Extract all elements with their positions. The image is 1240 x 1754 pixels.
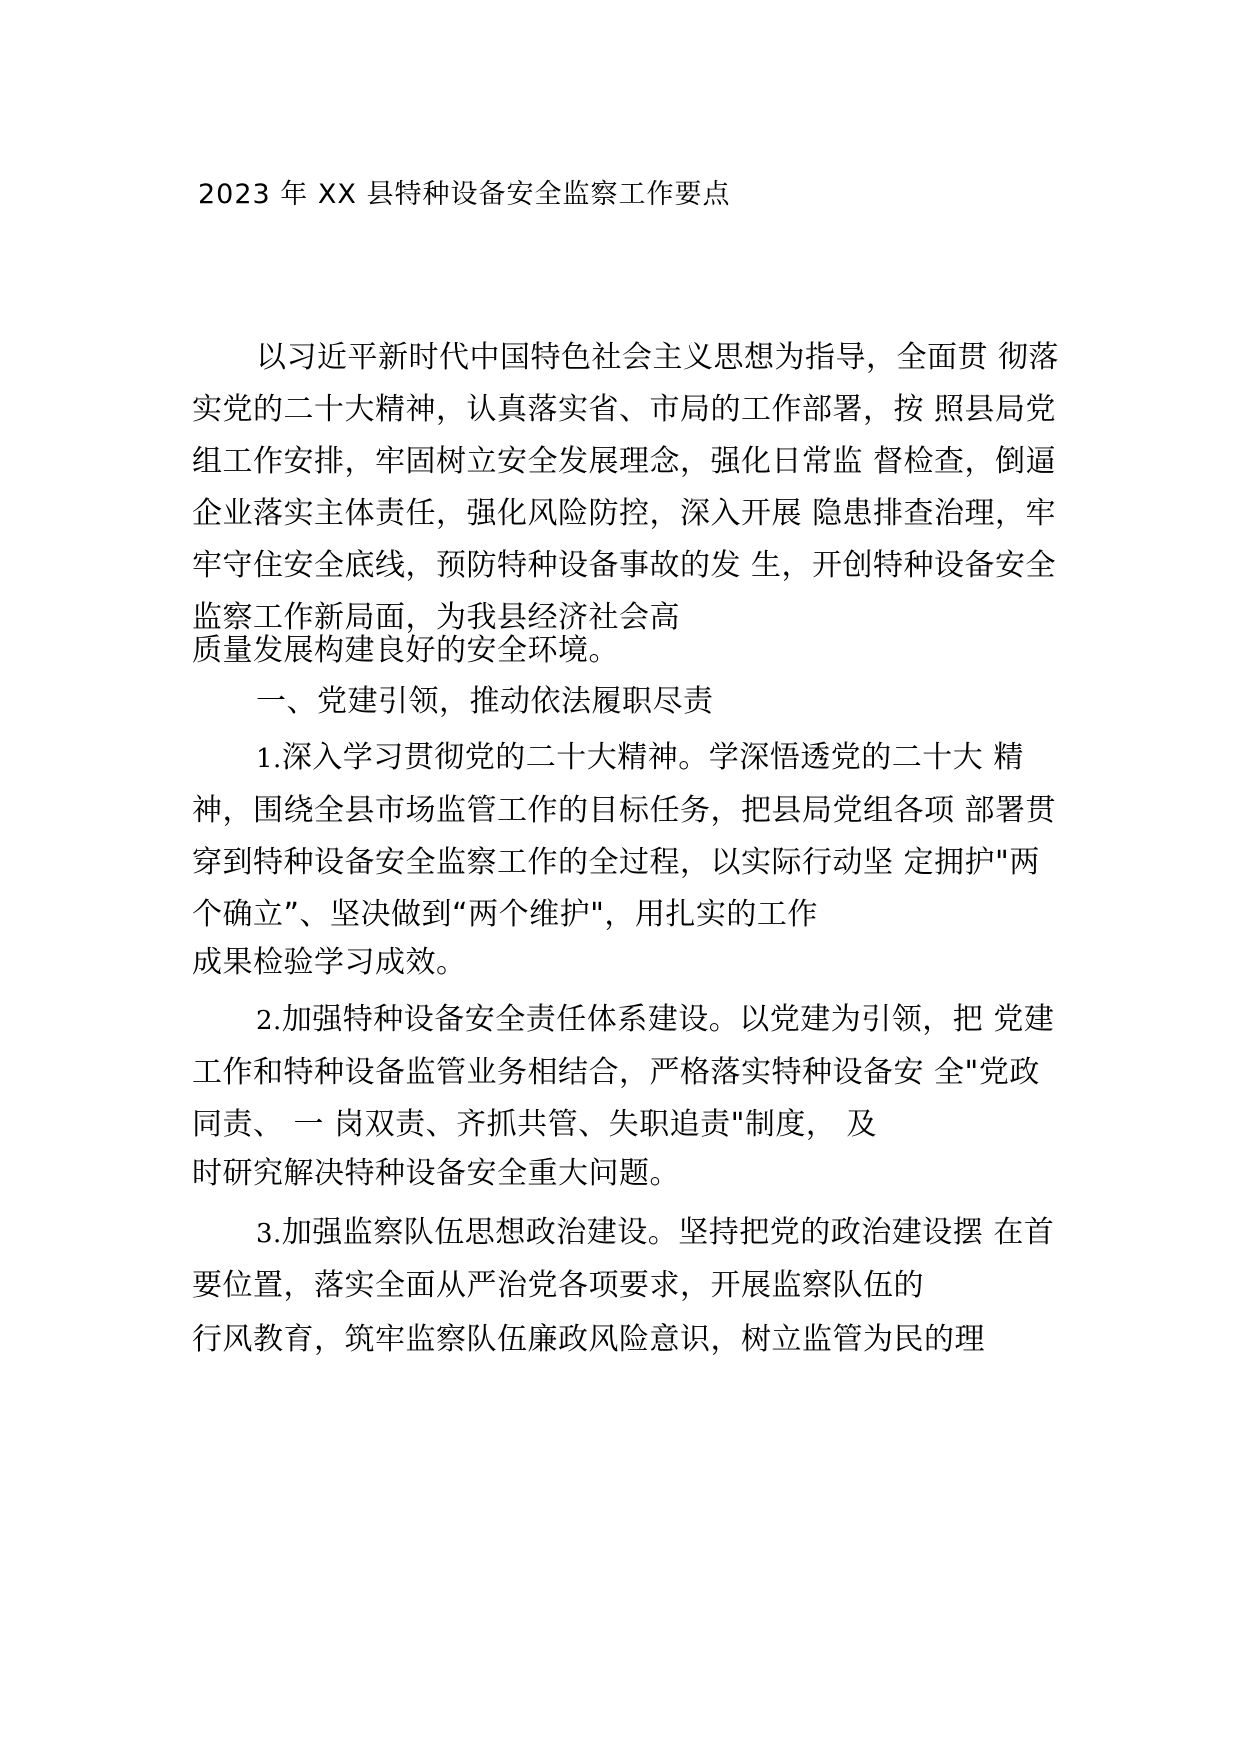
intro-line: 以习近平新时代中国特色社会主义思想为指导，全面贯 彻落	[256, 340, 1060, 375]
item-1-first-line	[192, 732, 1072, 785]
item-1-line: 神，围绕全县市场监管工作的目标任务，把县局党组各项 部署贯	[192, 793, 1057, 828]
item-1-line: 穿到特种设备安全监察工作的全过程，以实际行动坚 定拥护"两	[192, 845, 1040, 880]
item-2-line: 同责、 一 岗双责、齐抓共管、失职追责"制度， 及	[192, 1107, 877, 1142]
item-1-line: 个确立”、坚决做到“两个维护"，用扎实的工作	[192, 897, 818, 932]
intro-line: 实党的二十大精神，认真落实省、市局的工作部署，按 照县局党	[192, 392, 1057, 427]
intro-line: 监察工作新局面，为我县经济社会高	[192, 600, 680, 635]
intro-tail	[192, 625, 1072, 677]
item-2-first-line	[192, 994, 1072, 1047]
intro-line: 牢守住安全底线，预防特种设备事故的发 生，开创特种设备安全	[192, 548, 1057, 583]
item-2-text: 加强特种设备安全责任体系建设。以党建为引领，把 党建	[281, 1002, 1055, 1037]
item-1-tail-line: 成果检验学习成效。	[192, 945, 467, 980]
item-2-tail-line: 时研究解决特种设备安全重大问题。	[192, 1156, 680, 1191]
item-3-line: 要位置，落实全面从严治党各项要求，开展监察队伍的	[192, 1268, 924, 1303]
item-2	[192, 994, 1072, 1151]
item-2-number: 2.	[256, 1006, 282, 1036]
item-1	[192, 732, 1072, 941]
item-2-tail	[192, 1148, 1072, 1200]
intro-tail-line: 质量发展构建良好的安全环境。	[192, 633, 619, 668]
section-heading	[192, 676, 1072, 728]
section-1-heading: 一、党建引领，推动依法履职尽责	[256, 684, 714, 719]
intro-line: 组工作安排，牢固树立安全发展理念，强化日常监 督检查，倒逼	[192, 444, 1057, 479]
intro-line: 企业落实主体责任，强化风险防控，深入开展 隐患排查治理，牢	[192, 496, 1057, 531]
item-1-tail	[192, 937, 1072, 989]
intro-paragraph	[192, 332, 1072, 644]
item-3-tail	[192, 1314, 1072, 1366]
item-3-number: 3.	[256, 1219, 282, 1249]
item-3-first-line	[192, 1207, 1072, 1260]
item-3-text: 加强监察队伍思想政治建设。坚持把党的政治建设摆 在首	[281, 1215, 1055, 1250]
item-1-number: 1.	[256, 744, 282, 774]
item-2-line: 工作和特种设备监管业务相结合，严格落实特种设备安 全"党政	[192, 1055, 1040, 1090]
document-title: 2023 年 XX 县特种设备安全监察工作要点	[198, 179, 731, 210]
item-3-tail-line: 行风教育，筑牢监察队伍廉政风险意识，树立监管为民的理	[192, 1322, 985, 1357]
item-1-text: 深入学习贯彻党的二十大精神。学深悟透党的二十大 精	[281, 740, 1024, 775]
item-3	[192, 1207, 1072, 1312]
